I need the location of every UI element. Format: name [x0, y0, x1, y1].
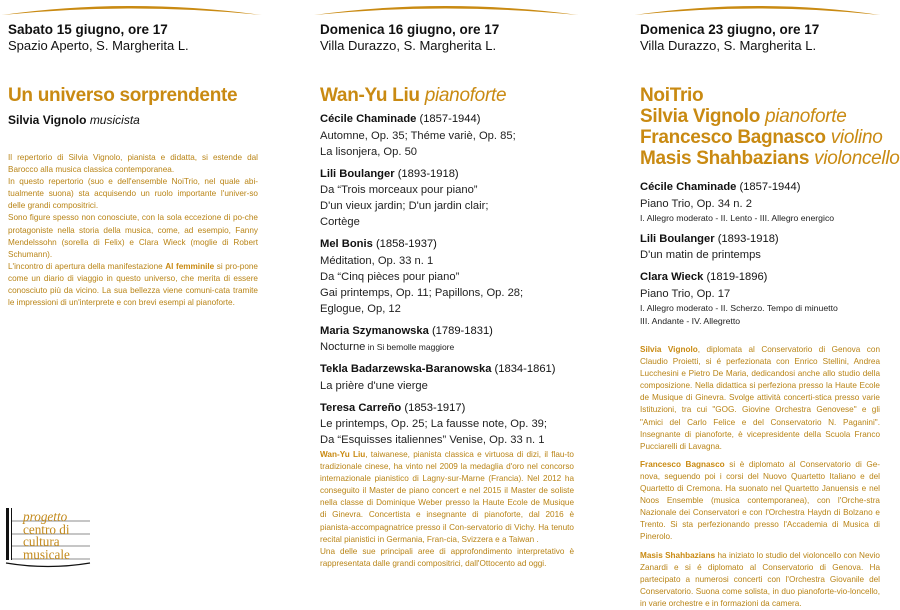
logo-centro-cultura-musicale: [6, 508, 96, 573]
program-item: [320, 237, 555, 317]
program-item: [640, 180, 838, 225]
program-item: [320, 362, 555, 394]
event-title: Un universo sorprendente: [8, 85, 238, 106]
decorative-arc: [0, 0, 300, 20]
composer-years: (1819-1896): [706, 271, 768, 283]
composer-years: (1853-1917): [404, 401, 466, 414]
composer-name: Cécile Chaminade: [640, 181, 737, 193]
bio-paragraph: Silvia Vignolo, diplomata al Conservatorio di Genova con Claudio Proietti, si é perfezionata con Enrico Stellini, Andrea Lucchesini e Pietro De Maria, dedicandosi anche allo studio della composizione. Nella didattica si perfeziona presso la Haute Ecole de Musique di Ginevra. Svolge attività concerti-stica presso varie Istituzioni, tra cui "GOG. Giovine Orchestra Genovese" e gli "Amici del Carlo Felice e del Conservatorio N. Paganini". Insegnante di pianoforte, è vicepresidente della Scuola Franco Pucciarelli di Lavagna.: [640, 345, 880, 451]
composer-name: Clara Wieck: [640, 271, 704, 283]
work-title: Eglogue, Op, 12: [320, 302, 401, 315]
bio-name: Masis Shahbazians: [640, 550, 716, 560]
program-item: [320, 167, 555, 231]
movements: I. Allegro moderato - II. Lento - III. Allegro energico: [640, 212, 835, 223]
event-date: Domenica 16 giugno, ore 17: [320, 22, 500, 37]
composer-name: Maria Szymanowska: [320, 324, 429, 337]
composer-years: (1893-1918): [397, 167, 459, 180]
decorative-arc: [300, 0, 600, 20]
bio-name: Wan-Yu Liu: [320, 450, 366, 459]
decorative-arc: [600, 0, 893, 20]
work-title: La prière d'une vierge: [320, 379, 428, 392]
work-title: Automne, Op. 35; Théme variè, Op. 85;: [320, 129, 516, 142]
column-june-23: [600, 0, 900, 608]
performer-role: musicista: [89, 113, 140, 127]
event-venue: Villa Durazzo, S. Margherita L.: [320, 38, 497, 53]
composer-years: (1857-1944): [419, 113, 481, 125]
festival-name: Al femminile: [165, 261, 215, 271]
composer-years: (1893-1918): [717, 232, 779, 245]
work-title: Da “Cinq pièces pour piano”: [320, 270, 460, 283]
work-title: Méditation, Op. 33 n. 1: [320, 254, 434, 267]
composer-name: Mel Bonis: [320, 238, 373, 250]
composer-name: Tekla Badarzewska-Baranowska: [320, 363, 492, 375]
program-item: [640, 270, 838, 328]
column-june-16: [300, 0, 600, 596]
member-line: Masis Shahbazians violoncello: [640, 148, 900, 169]
composer-name: Cécile Chaminade: [320, 113, 417, 125]
logo-text: progetto centro di cultura musicale: [23, 509, 70, 562]
program-item: [320, 324, 555, 356]
composer-years: (1834-1861): [494, 363, 556, 375]
bio-paragraph: Francesco Bagnasco si è diplomato al Conservatorio di Ge-nova, seguendo poi i corsi del Nuovo Quartetto Italiano e del Quartetto di Cremona. Ha suonato nel Quartetto Januensis e nel Noos Ensemble (musica contemporanea), con l'Orche-stra Nazionale dei Conservatori e con l'Orchestra Haydn di Bolzano e Trento. Si sta perfezionando presso l'Accademia di Musica di Pinerolo.: [640, 459, 880, 542]
description-paragraph: Sono figure spesso non conosciute, con la sola eccezione di po-che protagoniste nella storia della musica, come, ad esempio, Fanny Mendelssohn (sorella di Felix) e Clara Wieck (moglie di Robert Schumann).: [8, 213, 258, 259]
program-list: [640, 180, 838, 335]
movements: III. Andante - IV. Allegretto: [640, 315, 741, 326]
bio-name: Francesco Bagnasco: [640, 459, 725, 469]
description-paragraph: In questo repertorio (suo e dell'ensemble NoiTrio, nel quale abi-tualmente suona) sta acquisendo un ruolo importante l'univer-so delle grandi compositrici.: [8, 177, 258, 211]
program-item: [320, 401, 555, 449]
description-paragraph: Il repertorio di Silvia Vignolo, pianista e didatta, si estende dal Barocco alla musica classica contemporanea.: [8, 153, 258, 175]
bio-paragraph: Masis Shahbazians ha iniziato lo studio del violoncello con Nevio Zanardi e si é diplomato al Conservatorio di Genova. Ha partecipato a numerosi concerti con l'Orchestra Giovanile del Conservatorio. Suona come solista, in duo pianoforte-vio-loncello, in varie orchestre e in formazioni da camera.: [640, 550, 880, 608]
composer-years: (1789-1831): [431, 324, 493, 337]
event-venue: Villa Durazzo, S. Margherita L.: [640, 38, 817, 53]
performer-line: [8, 113, 140, 127]
work-title: D'un vieux jardin; D'un jardin clair;: [320, 200, 489, 212]
performer-name: Wan-Yu Liu: [320, 85, 420, 106]
member-line: Francesco Bagnasco violino: [640, 127, 883, 148]
composer-name: Lili Boulanger: [640, 232, 715, 245]
event-description: [8, 152, 258, 309]
performer-bios: [640, 344, 880, 610]
event-venue: Spazio Aperto, S. Margherita L.: [8, 38, 189, 53]
description-paragraph: L'incontro di apertura della manifestazione Al femminile si pro-pone come un diario di viaggio in questo universo, che merita di essere conosciuto più da vicino. La sua bellezza viene comuni-cata tramite le impressioni di un'interprete e con brevi esempi al pianoforte.: [8, 261, 258, 308]
performer-role: pianoforte: [424, 85, 507, 106]
column-june-15: [0, 0, 300, 596]
work-title: Piano Trio, Op. 34 n. 2: [640, 197, 752, 210]
work-title: Piano Trio, Op. 17: [640, 287, 731, 300]
work-title: Da “Esquisses italiennes” Venise, Op. 33 n. 1: [320, 434, 545, 446]
ensemble-name: NoiTrio: [640, 85, 704, 106]
event-date: Domenica 23 giugno, ore 17: [640, 22, 820, 37]
event-title: [320, 85, 506, 106]
work-title: Da “Trois morceaux pour piano”: [320, 184, 478, 196]
performer-bio: Wan-Yu Liu, taiwanese, pianista classica e virtuosa di dizi, il flau-to tradizionale cinese, ha vinto nel 2009 la medaglia d'oro nel concorso internazionale pianistico di Lagny-sur-Marne (Francia). Nel 2012 ha conseguito il Master de piano concert e nel 2015 il Master de soliste nella classe di Dominique Weber presso la Haute Ecole de Musique di Ginevra. Concertista e insegnante di pianoforte, dal 2016 è pianista-accompagnatrice presso il Con-servatorio di Vichy. Ha tenuto recital pianistici in Germania, Fran-cia, Svizzera e a Taiwan . Una delle sue principali aree di approfondimento interpretativo è rappresentata dalle grandi compositrici, dall'Ottocento ad oggi.: [320, 450, 574, 568]
program-list: [320, 112, 555, 455]
movements: I. Allegro moderato - II. Scherzo. Tempo di minuetto: [640, 302, 838, 313]
work-title: Nocturne in Si bemolle maggiore: [320, 341, 455, 353]
work-title: Le printemps, Op. 25; La fausse note, Op. 39;: [320, 418, 547, 430]
program-item: [320, 112, 555, 160]
composer-name: Lili Boulanger: [320, 167, 395, 180]
program-item: [640, 232, 838, 264]
work-title: D'un matin de printemps: [640, 249, 761, 261]
work-title: Gai printemps, Op. 11; Papillons, Op. 28;: [320, 286, 524, 299]
composer-years: (1857-1944): [739, 181, 801, 193]
bio-name: Silvia Vignolo: [640, 345, 698, 354]
composer-name: Teresa Carreño: [320, 401, 402, 414]
event-date: Sabato 15 giugno, ore 17: [8, 22, 168, 37]
event-title: [640, 85, 900, 169]
work-title: Cortège: [320, 216, 360, 228]
work-title: La lisonjera, Op. 50: [320, 145, 418, 158]
composer-years: (1858-1937): [375, 238, 437, 250]
performer-name: Silvia Vignolo: [8, 113, 87, 127]
member-line: Silvia Vignolo pianoforte: [640, 106, 847, 127]
